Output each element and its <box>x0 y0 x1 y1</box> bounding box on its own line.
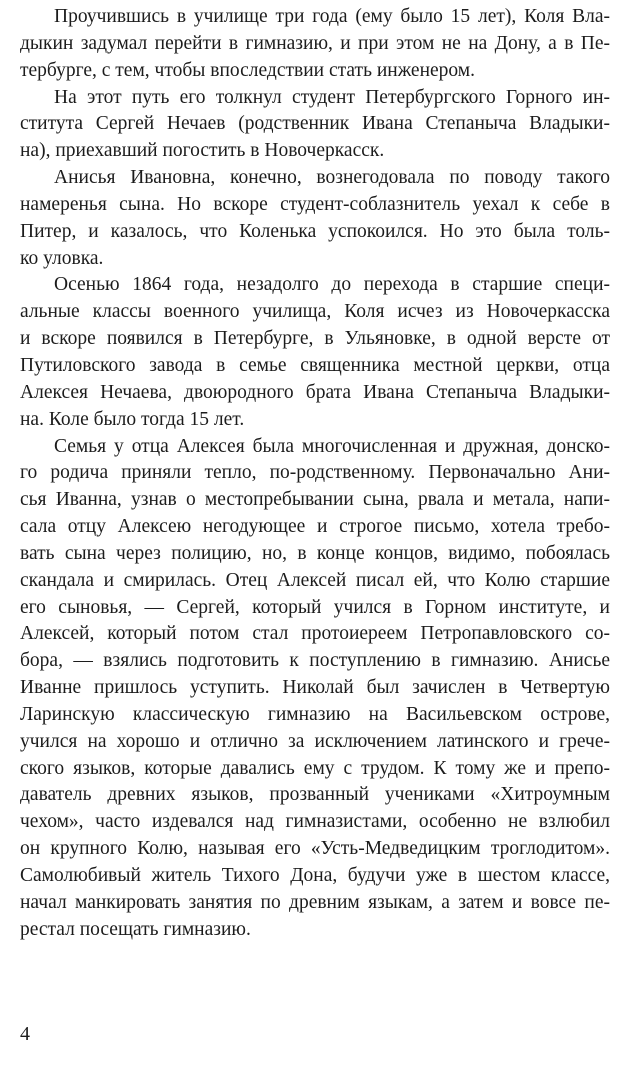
text-line: ститута Сергей Нечаев (родственник Ивана Степаныча Владыки- <box>20 113 610 135</box>
text-line: Алексея Нечаева, двоюродного брата Ивана Степаныча Владыки- <box>20 381 610 403</box>
text-line: рестал посещать гимназию. <box>20 918 251 940</box>
text-line: Осенью 1864 года, незадолго до перехода в старшие специ- <box>54 274 610 296</box>
text-line: и вскоре появился в Петербурге, в Ульяновке, в одной версте от <box>20 328 610 350</box>
text-line: ского языков, которые давались ему с трудом. К тому же и препо- <box>20 757 610 779</box>
text-line: намеренья сына. Но вскоре студент-соблазнитель уехал к себе в <box>20 193 610 215</box>
text-line: на), приехавший погостить в Новочеркасск. <box>20 140 385 162</box>
text-line: Алексей, который потом стал протоиереем Петропавловского со- <box>20 623 610 645</box>
text-line: он крупного Колю, называя его «Усть-Медведицким троглодитом». <box>20 838 610 860</box>
text-line: даватель древних языков, прозванный учениками «Хитроумным <box>20 784 610 806</box>
text-line: скандала и смирилась. Отец Алексей писал ей, что Колю старшие <box>20 569 610 591</box>
paragraph <box>20 85 610 166</box>
text-line: учился на хорошо и отлично за исключением латинского и грече- <box>20 730 610 752</box>
text-line: Проучившись в училище три года (ему было 15 лет), Коля Вла- <box>54 6 610 27</box>
text-line: его сыновья, — Сергей, который учился в Горном институте, и <box>20 596 610 618</box>
text-line: на. Коле было тогда 15 лет. <box>20 408 245 430</box>
text-line: сья Иванна, узнав о местопребывании сына, рвала и метала, напи- <box>20 489 610 511</box>
text-line: дыкин задумал перейти в гимназию, и при этом не на Дону, а в Пе- <box>20 32 610 54</box>
paragraph <box>20 434 610 944</box>
paragraph <box>20 272 610 433</box>
page-number: 4 <box>20 1023 30 1045</box>
text-line: Иванне пришлось уступить. Николай был зачислен в Четвертую <box>20 677 610 699</box>
text-line: вать сына через полицию, но, в конце концов, видимо, побоялась <box>20 542 610 564</box>
text-line: Анисья Ивановна, конечно, вознегодовала по поводу такого <box>54 167 610 189</box>
text-line: Семья у отца Алексея была многочисленная и дружная, донско- <box>54 435 610 457</box>
text-line: бора, — взялись подготовить к поступлению в гимназию. Анисье <box>20 650 610 672</box>
text-line: Самолюбивый житель Тихого Дона, будучи уже в шестом классе, <box>20 865 610 886</box>
text-line: чехом», часто издевался над гимназистами, особенно не взлюбил <box>20 811 610 833</box>
text-line: Путиловского завода в семье священника местной церкви, отца <box>20 354 610 376</box>
text-line: альные классы военного училища, Коля исчез из Новочеркасска <box>20 301 610 323</box>
page-body <box>20 4 610 944</box>
text-line: тербурге, с тем, чтобы впоследствии стать инженером. <box>20 59 476 81</box>
text-line: начал манкировать занятия по древним языкам, а затем и вовсе пе- <box>20 891 610 913</box>
text-line: го родича приняли тепло, по-родственному. Первоначально Ани- <box>20 462 610 484</box>
text-line: Ларинскую классическую гимназию на Васильевском острове, <box>20 703 610 725</box>
text-line: сала отцу Алексею негодующее и строгое письмо, хотела требо- <box>20 516 610 538</box>
text-line: ко уловка. <box>20 247 104 269</box>
paragraph <box>20 165 610 272</box>
text-line: Питер, и казалось, что Коленька успокоился. Но это была толь- <box>20 220 610 242</box>
text-line: На этот путь его толкнул студент Петербургского Горного ин- <box>54 86 610 108</box>
paragraph <box>20 4 610 85</box>
